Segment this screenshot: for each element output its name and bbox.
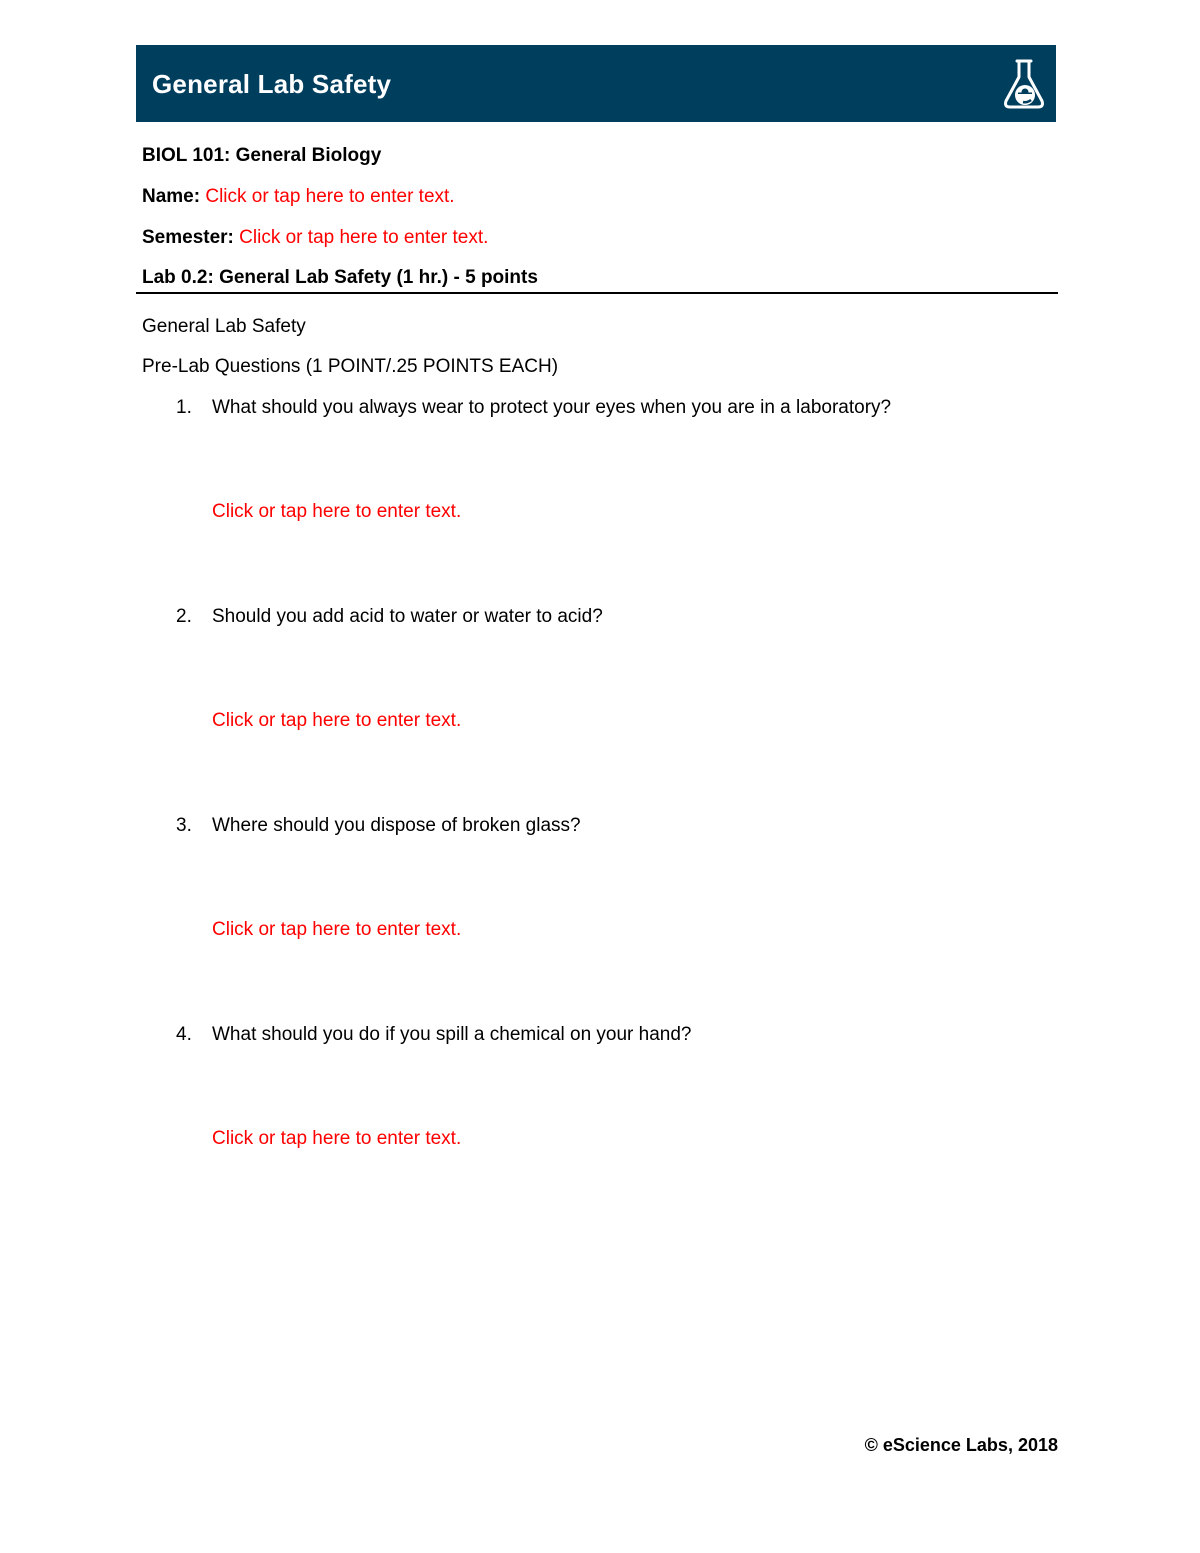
question-text: What should you always wear to protect your eyes when you are in a laboratory? (212, 397, 892, 418)
question-number: 4. (176, 1024, 192, 1045)
answer-input[interactable]: Click or tap here to enter text. (212, 501, 462, 522)
semester-label: Semester: (142, 227, 234, 248)
page-title: General Lab Safety (152, 69, 392, 99)
question-text: Should you add acid to water or water to acid? (212, 606, 603, 627)
divider (136, 292, 1058, 294)
course-title: BIOL 101: General Biology (142, 145, 382, 166)
lab-title: Lab 0.2: General Lab Safety (1 hr.) - 5 points (142, 267, 538, 288)
flask-e-logo-icon (1000, 55, 1048, 113)
name-field-row (142, 186, 455, 208)
semester-field-row (142, 227, 488, 249)
question-number: 2. (176, 606, 192, 627)
section-subtitle: Pre-Lab Questions (1 POINT/.25 POINTS EACH) (142, 356, 559, 377)
question-number: 1. (176, 397, 192, 418)
question-text: Where should you dispose of broken glass? (212, 815, 581, 836)
section-title: General Lab Safety (142, 316, 306, 337)
answer-input[interactable]: Click or tap here to enter text. (212, 710, 462, 731)
header-banner (136, 45, 1056, 122)
semester-input[interactable]: Click or tap here to enter text. (239, 227, 489, 248)
question-number: 3. (176, 815, 192, 836)
answer-input[interactable]: Click or tap here to enter text. (212, 1128, 462, 1149)
name-input[interactable]: Click or tap here to enter text. (205, 186, 455, 207)
answer-input[interactable]: Click or tap here to enter text. (212, 919, 462, 940)
question-text: What should you do if you spill a chemical on your hand? (212, 1024, 692, 1045)
name-label: Name: (142, 186, 201, 207)
copyright-footer: © eScience Labs, 2018 (864, 1435, 1058, 1455)
